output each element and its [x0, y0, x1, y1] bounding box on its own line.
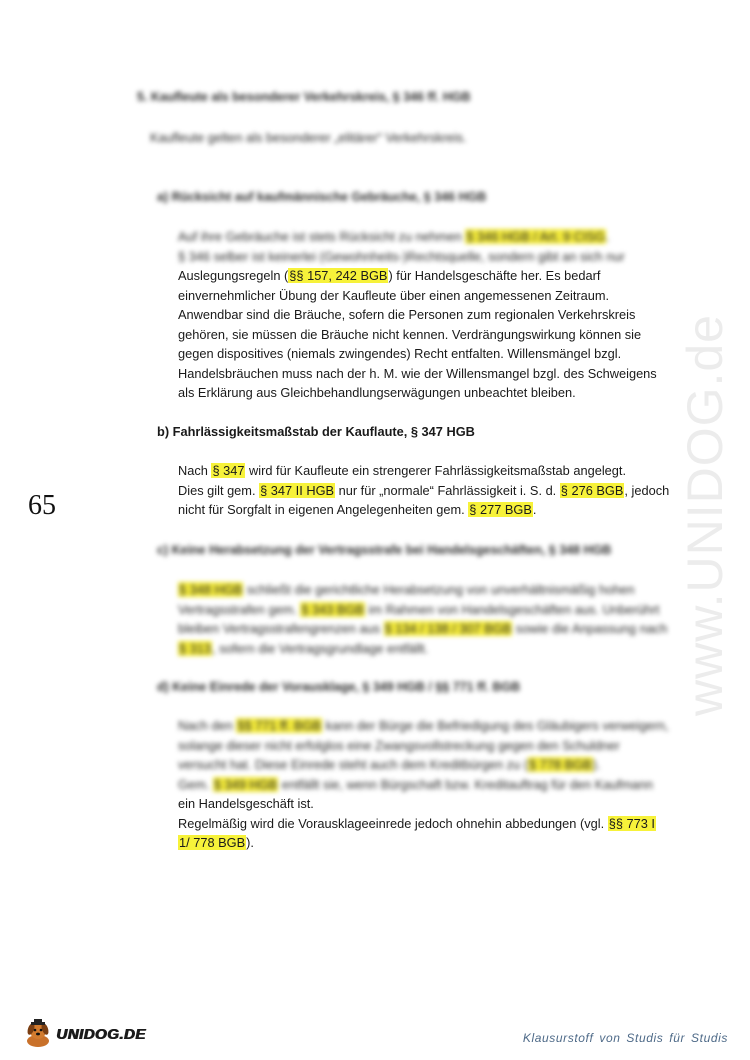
text-line: gegen dispositives (niemals zwingendes) Recht entfalten. Willensmängel bzgl.	[178, 346, 622, 361]
dog-mascot-icon	[22, 1019, 54, 1049]
text-line: § 346 selber ist keinerlei (Gewohnheits-)Rechtsquelle, sondern gibt an sich nur	[178, 248, 625, 264]
legal-reference-highlight: § 347	[212, 463, 245, 478]
subsection-b-heading: b) Fahrlässigkeitsmaßstab der Kauflaute, § 347 HGB	[157, 424, 475, 439]
footer-slogan: Klausurstoff von Studis für Studis	[522, 1031, 728, 1045]
text-line: solange dieser nicht erfolglos eine Zwangsvollstreckung gegen den Schuldner	[178, 737, 620, 753]
legal-reference-highlight: § 134 / 138 / 307 BGB	[384, 621, 512, 636]
text-line: nicht für Sorgfalt in eigenen Angelegenheiten gem. § 277 BGB.	[178, 502, 537, 517]
watermark: www.UNIDOG.de	[677, 314, 733, 716]
text-line: 1/ 778 BGB).	[179, 835, 254, 850]
subsection-a-heading: a) Rücksicht auf kaufmännische Gebräuche, § 346 HGB	[157, 190, 487, 204]
subsection-c-text	[178, 580, 668, 658]
text-line: ein Handelsgeschäft ist.	[178, 796, 314, 811]
subsection-a-text	[178, 227, 658, 403]
text-line: Anwendbar sind die Bräuche, sofern die Personen zum regionalen Verkehrskreis	[178, 307, 636, 322]
legal-reference-highlight: § 276 BGB	[560, 482, 624, 498]
section-5-heading: 5. Kaufleute als besonderer Verkehrskreis, § 346 ff. HGB	[137, 90, 471, 104]
text-line: Dies gilt gem. § 347 II HGB nur für „normale“ Fahrlässigkeit i. S. d. § 276 BGB, jedoch	[178, 482, 670, 498]
text-line: Vertragsstrafen gem. § 343 BGB im Rahmen von Handelsgeschäften aus. Unberührt	[178, 601, 660, 617]
legal-reference-highlight: §§ 773 I	[608, 815, 655, 831]
legal-reference-highlight: § 778 BGB	[528, 757, 592, 772]
text-line: Regelmäßig wird die Vorausklageeinrede jedoch ohnehin abbedungen (vgl. §§ 773 I	[178, 815, 655, 831]
text-line: Nach § 347 wird für Kaufleute ein strengerer Fahrlässigkeitsmaßstab angelegt.	[178, 463, 627, 478]
subsection-d-heading: d) Keine Einrede der Vorausklage, § 349 HGB / §§ 771 ff. BGB	[157, 680, 521, 694]
text-line: § 348 HGB schließt die gerichtliche Herabsetzung von unverhältnismäßig hohen	[179, 582, 635, 597]
legal-reference-highlight: 1/ 778 BGB	[179, 835, 246, 850]
page-number: 65	[28, 490, 56, 521]
text-line: Gem. § 349 HGB entfällt sie, wenn Bürgschaft bzw. Kreditauftrag für den Kaufmann	[178, 776, 654, 792]
text-line: als Erklärung aus Gleichbehandlungserwägungen unbeachtet bleiben.	[178, 385, 576, 400]
legal-reference-highlight: § 349 HGB	[213, 776, 278, 792]
section-5-intro: Kaufleute gelten als besonderer „elitärer“ Verkehrskreis.	[150, 130, 467, 145]
text-line: versucht hat. Diese Einrede steht auch dem Kreditbürgen zu (§ 778 BGB).	[178, 757, 601, 772]
subsection-d-text	[178, 716, 669, 853]
legal-reference-highlight: § 313	[179, 640, 212, 656]
text-line: einvernehmlicher Übung der Kaufleute über einen angemessenen Zeitraum.	[178, 287, 610, 303]
legal-reference-highlight: § 346 HGB / Art. 9 CISG	[466, 229, 606, 244]
subsection-b-text	[178, 461, 670, 520]
legal-reference-highlight: §§ 157, 242 BGB	[289, 268, 388, 283]
legal-reference-highlight: §§ 771 ff. BGB	[237, 718, 322, 733]
text-line: § 313, sofern die Vertragsgrundlage entfällt.	[179, 640, 429, 656]
legal-reference-highlight: § 277 BGB	[469, 502, 532, 517]
text-line: Handelsbräuchen muss nach der h. M. wie der Willensmangel bzgl. des Schweigens	[178, 365, 657, 381]
text-line: bleiben Vertragsstrafengrenzen aus § 134 / 138 / 307 BGB sowie die Anpassung nach	[178, 621, 668, 636]
unidog-logo[interactable]	[22, 1019, 146, 1049]
legal-reference-highlight: § 348 HGB	[179, 582, 243, 597]
legal-reference-highlight: § 343 BGB	[301, 601, 364, 617]
text-line: Nach den §§ 771 ff. BGB kann der Bürge die Befriedigung des Gläubigers verweigern,	[178, 718, 669, 733]
logo-text: UNIDOG.DE	[56, 1025, 146, 1043]
text-line: Auslegungsregeln (§§ 157, 242 BGB) für Handelsgeschäfte her. Es bedarf	[178, 268, 601, 283]
text-line: Auf ihre Gebräuche ist stets Rücksicht zu nehmen § 346 HGB / Art. 9 CISG.	[178, 229, 610, 244]
legal-reference-highlight: § 347 II HGB	[260, 482, 335, 498]
text-line: gehören, sie müssen die Bräuche nicht kennen. Verdrängungswirkung können sie	[178, 326, 642, 342]
subsection-c-heading: c) Keine Herabsetzung der Vertragsstrafe bei Handelsgeschäften, § 348 HGB	[157, 543, 612, 557]
